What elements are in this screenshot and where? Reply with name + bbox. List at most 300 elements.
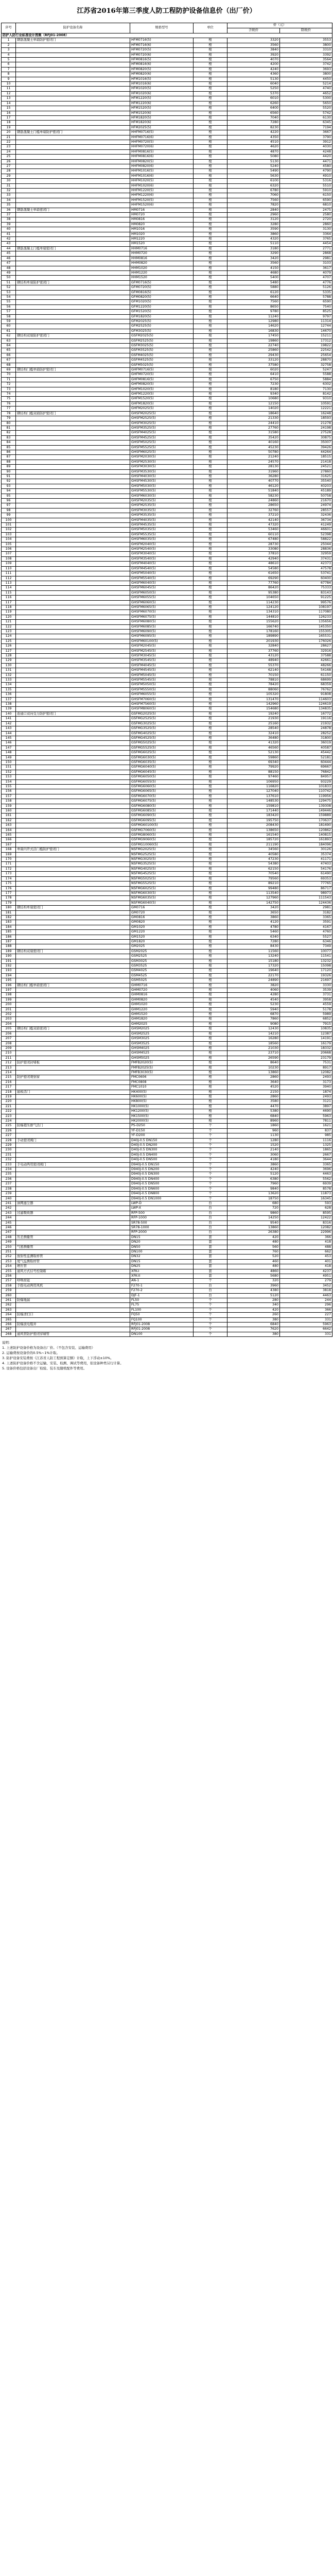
table-row	[2, 1056, 332, 1060]
cell-price-tax: 89210	[227, 882, 280, 886]
cell-name	[16, 1056, 130, 1060]
table-row	[2, 348, 332, 353]
cell-price-tax: 8650	[227, 304, 280, 309]
table-row	[2, 1259, 332, 1264]
table-row	[2, 489, 332, 494]
cell-price-tax: 24410	[227, 421, 280, 426]
cell-unit: 个	[194, 1153, 227, 1157]
table-row	[2, 479, 332, 484]
cell-no: 22	[2, 140, 16, 144]
cell-price-notax: 53741	[280, 571, 332, 576]
col-header-no: 序号	[2, 23, 16, 33]
cell-name	[16, 213, 130, 217]
cell-price-tax: 8180	[227, 387, 280, 392]
cell-price-notax: 3539	[280, 988, 332, 993]
cell-spec: GSFMG6025(5)	[130, 751, 194, 755]
cell-no: 167	[2, 842, 16, 847]
table-row	[2, 624, 332, 629]
table-row	[2, 1128, 332, 1133]
cell-price-tax: 4150	[227, 266, 280, 270]
cell-price-notax: 84957	[280, 775, 332, 779]
cell-price-notax: 68699	[280, 678, 332, 683]
cell-price-tax: 42140	[227, 518, 280, 522]
cell-price-notax: 22996	[280, 1230, 332, 1235]
table-row	[2, 828, 332, 833]
cell-price-tax: 13240	[227, 954, 280, 959]
table-row	[2, 77, 332, 81]
cell-price-notax: 13232	[280, 959, 332, 963]
cell-spec: GSFMG6085(5)	[130, 809, 194, 814]
cell-spec: GHSM4525	[130, 1051, 194, 1056]
cell-unit: 台	[194, 1221, 227, 1225]
table-row	[2, 106, 332, 111]
cell-no: 23	[2, 145, 16, 149]
cell-price-tax: 5230	[227, 1003, 280, 1007]
table-row	[2, 43, 332, 47]
table-row	[2, 886, 332, 891]
cell-price-notax: 3330	[280, 983, 332, 988]
cell-price-notax: 628	[280, 1206, 332, 1211]
cell-price-notax: 40587	[280, 745, 332, 750]
cell-no: 266	[2, 1323, 16, 1327]
cell-name	[16, 101, 130, 106]
cell-price-notax: 3591	[280, 920, 332, 925]
cell-unit: 樘	[194, 906, 227, 910]
cell-spec: NSFMG6040(5)	[130, 901, 194, 905]
cell-name	[16, 726, 130, 731]
cell-name	[16, 174, 130, 178]
cell-price-tax: 69290	[227, 576, 280, 581]
cell-name	[16, 552, 130, 556]
table-row	[2, 91, 332, 96]
cell-name	[16, 227, 130, 232]
cell-price-notax: 44264	[280, 450, 332, 454]
cell-unit: 樘	[194, 149, 227, 154]
cell-name: 呼唤按钮	[16, 1279, 130, 1283]
cell-price-notax: 30875	[280, 435, 332, 440]
table-row	[2, 435, 332, 440]
cell-spec: HK2000(5)	[130, 1119, 194, 1124]
cell-no: 11	[2, 87, 16, 91]
cell-name	[16, 542, 130, 547]
cell-unit: 樘	[194, 499, 227, 503]
cell-price-notax: 24974	[280, 503, 332, 508]
cell-name	[16, 363, 130, 367]
table-row	[2, 285, 332, 290]
table-row	[2, 48, 332, 53]
cell-name: 钢结构双扇防护密闭门	[16, 334, 130, 338]
cell-price-tax: 21930	[227, 717, 280, 721]
table-row	[2, 852, 332, 857]
cell-price-notax: 2493	[280, 1094, 332, 1099]
cell-price-notax: 61150	[280, 673, 332, 677]
cell-price-notax: 45442	[280, 751, 332, 755]
cell-spec: GSFM3525(5)	[130, 348, 194, 353]
cell-no: 125	[2, 639, 16, 643]
cell-name	[16, 479, 130, 484]
cell-price-tax: 36480	[227, 736, 280, 740]
cell-name: 压差测量管	[16, 1235, 130, 1240]
cell-price-tax: 3560	[227, 261, 280, 266]
cell-unit: 樘	[194, 1080, 227, 1084]
cell-unit: 套	[194, 1269, 227, 1274]
cell-name	[16, 1303, 130, 1308]
table-row	[2, 566, 332, 571]
cell-price-tax: 35420	[227, 435, 280, 440]
table-row	[2, 53, 332, 57]
cell-no: 146	[2, 741, 16, 745]
cell-no: 227	[2, 1133, 16, 1138]
cell-name	[16, 668, 130, 673]
cell-price-notax: 10591	[280, 401, 332, 406]
col-header-name: 防护设备名称	[16, 23, 130, 33]
cell-unit: 个	[194, 1332, 227, 1336]
cell-spec: HM0720	[130, 213, 194, 217]
table-row	[2, 213, 332, 217]
cell-price-tax: 5240	[227, 164, 280, 168]
cell-no: 128	[2, 654, 16, 658]
cell-price-tax: 9840	[227, 1187, 280, 1191]
cell-price-notax: 488	[280, 1245, 332, 1249]
cell-name	[16, 600, 130, 605]
cell-unit: 樘	[194, 455, 227, 460]
cell-name	[16, 1293, 130, 1298]
table-row	[2, 372, 332, 377]
cell-unit: 套	[194, 1259, 227, 1264]
cell-price-notax: 25044	[280, 542, 332, 547]
cell-unit: 樘	[194, 872, 227, 876]
cell-unit: 樘	[194, 697, 227, 702]
price-table	[1, 23, 332, 1337]
table-row	[2, 1225, 332, 1230]
cell-no: 233	[2, 1162, 16, 1167]
cell-no: 52	[2, 285, 16, 290]
table-row	[2, 692, 332, 697]
cell-unit: 个	[194, 1128, 227, 1133]
cell-spec: GHSFM4035(5)	[130, 518, 194, 522]
cell-no: 14	[2, 101, 16, 106]
cell-price-tax: 3640	[227, 1080, 280, 1084]
cell-spec: GFM2025(5)	[130, 319, 194, 324]
cell-unit: 套	[194, 1255, 227, 1259]
cell-name	[16, 823, 130, 828]
cell-name	[16, 111, 130, 115]
cell-price-notax: 4471	[280, 159, 332, 164]
cell-name	[16, 1085, 130, 1090]
table-row	[2, 620, 332, 624]
cell-price-tax: 9540	[227, 1221, 280, 1225]
cell-price-notax: 3452	[280, 1283, 332, 1288]
cell-price-notax: 2493	[280, 1075, 332, 1080]
cell-price-tax: 5120	[227, 1293, 280, 1298]
cell-name	[16, 1133, 130, 1138]
cell-price-tax: 13860	[227, 1070, 280, 1075]
cell-price-notax: 4740	[280, 87, 332, 91]
cell-no: 111	[2, 571, 16, 576]
table-row	[2, 111, 332, 115]
cell-price-notax: 1621	[280, 1124, 332, 1128]
table-row	[2, 217, 332, 222]
cell-unit: 樘	[194, 43, 227, 47]
table-row	[2, 159, 332, 164]
table-row	[2, 1012, 332, 1017]
table-row	[2, 930, 332, 935]
cell-price-notax: 1865	[280, 1148, 332, 1153]
cell-name	[16, 290, 130, 295]
cell-price-notax: 32916	[280, 649, 332, 653]
table-row	[2, 1196, 332, 1201]
cell-price-notax: 23179	[280, 1056, 332, 1060]
cell-spec: DN32	[130, 1255, 194, 1259]
cell-price-tax: 28130	[227, 465, 280, 469]
cell-spec: GHSFM6030(5)	[130, 494, 194, 498]
cell-unit: 樘	[194, 246, 227, 251]
table-row	[2, 1143, 332, 1148]
cell-unit: 樘	[194, 377, 227, 382]
cell-unit: 樘	[194, 857, 227, 862]
cell-unit: 樘	[194, 731, 227, 736]
cell-spec: HHFM1520(5)	[130, 198, 194, 202]
cell-spec: GHFM0720(5)	[130, 372, 194, 377]
cell-spec: GHSFM3035(5)	[130, 508, 194, 513]
table-row	[2, 1065, 332, 1070]
cell-spec: GSFMG2525(5)	[130, 717, 194, 721]
cell-no: 248	[2, 1235, 16, 1240]
cell-spec: GFM1220(5)	[130, 304, 194, 309]
cell-price-tax: 37810	[227, 552, 280, 556]
cell-price-tax: 6750	[227, 377, 280, 382]
cell-spec: GSFMG2025(5)	[130, 711, 194, 716]
table-row	[2, 242, 332, 246]
cell-price-notax: 31625	[280, 474, 332, 479]
cell-no: 3	[2, 48, 16, 53]
cell-price-tax: 7860	[227, 1017, 280, 1022]
table-row	[2, 304, 332, 309]
cell-unit: 樘	[194, 605, 227, 609]
cell-price-tax: 6400	[227, 106, 280, 111]
cell-price-tax: 6010	[227, 96, 280, 101]
table-row	[2, 276, 332, 280]
cell-no: 200	[2, 1003, 16, 1007]
cell-spec: GHSM2025	[130, 1027, 194, 1031]
cell-spec: GSFMG8060(5)	[130, 833, 194, 838]
cell-unit: 樘	[194, 1104, 227, 1109]
table-row	[2, 469, 332, 474]
cell-unit: 樘	[194, 1114, 227, 1118]
cell-name	[16, 707, 130, 711]
cell-spec: GHSFM5030(5)	[130, 484, 194, 488]
cell-no: 115	[2, 590, 16, 595]
cell-no: 66	[2, 353, 16, 358]
cell-no: 259	[2, 1289, 16, 1293]
cell-name	[16, 421, 130, 426]
cell-price-tax: 62150	[227, 867, 280, 871]
cell-price-notax: 453	[280, 1255, 332, 1259]
cell-spec: GHSFM4540(5)	[130, 566, 194, 571]
table-row	[2, 1211, 332, 1215]
cell-no: 106	[2, 547, 16, 552]
cell-unit: 樘	[194, 634, 227, 639]
cell-no: 159	[2, 804, 16, 808]
cell-price-tax: 46120	[227, 484, 280, 488]
cell-name	[16, 1104, 130, 1109]
cell-name	[16, 717, 130, 721]
cell-price-tax: 5370	[227, 91, 280, 96]
cell-no: 179	[2, 901, 16, 905]
table-row	[2, 1153, 332, 1157]
cell-price-notax: 69667	[280, 765, 332, 770]
cell-unit: 樘	[194, 789, 227, 794]
cell-name	[16, 770, 130, 774]
table-row	[2, 532, 332, 537]
cell-no: 256	[2, 1274, 16, 1279]
cell-name	[16, 1143, 130, 1148]
cell-no: 232	[2, 1158, 16, 1162]
cell-price-notax: 54176	[280, 867, 332, 871]
cell-no: 257	[2, 1279, 16, 1283]
table-row	[2, 697, 332, 702]
note-line: 说明：	[2, 1341, 12, 1345]
table-row	[2, 1172, 332, 1177]
cell-no: 197	[2, 988, 16, 993]
cell-price-notax: 126233	[280, 615, 332, 619]
cell-name	[16, 779, 130, 784]
cell-unit: 樘	[194, 261, 227, 266]
cell-spec: HHFM0716(5)	[130, 130, 194, 135]
cell-unit: 樘	[194, 411, 227, 416]
cell-no: 162	[2, 818, 16, 823]
cell-no: 21	[2, 135, 16, 140]
cell-name	[16, 784, 130, 789]
cell-spec: GSFM4525(5)	[130, 358, 194, 363]
cell-no: 75	[2, 397, 16, 401]
cell-price-tax: 124120	[227, 605, 280, 609]
cell-unit: 套	[194, 1245, 227, 1249]
cell-price-tax: 2860	[227, 1094, 280, 1099]
cell-price-tax: 9340	[227, 392, 280, 397]
cell-unit: 樘	[194, 596, 227, 600]
cell-no: 105	[2, 542, 16, 547]
cell-name	[16, 1187, 130, 1191]
cell-price-notax: 7915	[280, 1022, 332, 1026]
cell-price-tax: 3420	[227, 906, 280, 910]
cell-price-notax: 27528	[280, 431, 332, 435]
cell-unit: 樘	[194, 1094, 227, 1099]
cell-unit: 樘	[194, 217, 227, 222]
cell-unit: 个	[194, 1143, 227, 1148]
cell-unit: 樘	[194, 1075, 227, 1080]
cell-no: 213	[2, 1065, 16, 1070]
cell-unit: 套	[194, 1240, 227, 1245]
table-row	[2, 169, 332, 174]
cell-unit: 樘	[194, 673, 227, 677]
cell-no: 263	[2, 1308, 16, 1312]
cell-no: 51	[2, 280, 16, 285]
cell-spec: HHFM1020(5)	[130, 179, 194, 183]
cell-no: 188	[2, 944, 16, 949]
cell-spec: D940J-0.5 DN150	[130, 1162, 194, 1167]
table-row	[2, 431, 332, 435]
cell-name	[16, 537, 130, 542]
cell-name	[16, 644, 130, 649]
cell-price-notax: 21670	[280, 499, 332, 503]
table-row	[2, 518, 332, 522]
cell-no: 142	[2, 721, 16, 726]
cell-no: 50	[2, 276, 16, 280]
cell-spec: HHFM0816(6)	[130, 155, 194, 159]
cell-spec: GSFMG9060(5)	[130, 838, 194, 842]
cell-price-notax: 77765	[280, 882, 332, 886]
cell-no: 209	[2, 1046, 16, 1050]
cell-unit: 樘	[194, 169, 227, 174]
cell-price-notax: 98973	[280, 891, 332, 895]
cell-name	[16, 348, 130, 353]
cell-no: 243	[2, 1211, 16, 1215]
cell-unit: 樘	[194, 620, 227, 624]
cell-name	[16, 658, 130, 663]
cell-price-notax: 4237	[280, 1269, 332, 1274]
cell-name	[16, 353, 130, 358]
table-row	[2, 314, 332, 319]
cell-name	[16, 203, 130, 208]
cell-price-tax: 3320	[227, 38, 280, 43]
cell-price-tax: 2140	[227, 1148, 280, 1153]
cell-price-tax: 28650	[227, 503, 280, 508]
cell-price-tax: 14020	[227, 406, 280, 411]
cell-price-tax: 13620	[227, 1192, 280, 1196]
cell-no: 87	[2, 455, 16, 460]
cell-no: 148	[2, 751, 16, 755]
cell-no: 226	[2, 1128, 16, 1133]
cell-name	[16, 1249, 130, 1254]
cell-name	[16, 217, 130, 222]
cell-no: 82	[2, 431, 16, 435]
cell-unit: 樘	[194, 1119, 227, 1124]
cell-price-tax: 50780	[227, 450, 280, 454]
cell-spec: GHM0816	[130, 993, 194, 997]
cell-name	[16, 910, 130, 915]
cell-no: 9	[2, 77, 16, 81]
cell-no: 191	[2, 959, 16, 963]
cell-price-notax: 4450	[280, 77, 332, 81]
cell-unit: 樘	[194, 581, 227, 585]
cell-spec: GFM1020(5)	[130, 300, 194, 304]
table-row	[2, 1041, 332, 1046]
cell-unit: 樘	[194, 1099, 227, 1104]
table-row	[2, 867, 332, 871]
cell-price-notax: 4420	[280, 155, 332, 159]
cell-no: 205	[2, 1027, 16, 1031]
cell-price-notax: 14670	[280, 329, 332, 333]
cell-no: 254	[2, 1264, 16, 1269]
table-row	[2, 784, 332, 789]
cell-no: 143	[2, 726, 16, 731]
table-row	[2, 552, 332, 556]
cell-price-tax: 560	[227, 1245, 280, 1249]
cell-no: 19	[2, 125, 16, 130]
cell-name	[16, 1037, 130, 1041]
cell-unit: 樘	[194, 465, 227, 469]
cell-unit: 樘	[194, 944, 227, 949]
cell-spec: GHSFM5545(5)	[130, 678, 194, 683]
cell-spec: GHSFM6045(5)	[130, 586, 194, 590]
cell-unit: 个	[194, 1133, 227, 1138]
cell-name	[16, 901, 130, 905]
cell-unit: 台	[194, 1289, 227, 1293]
table-row	[2, 38, 332, 43]
cell-price-notax: 181690	[280, 823, 332, 828]
cell-no: 238	[2, 1187, 16, 1191]
